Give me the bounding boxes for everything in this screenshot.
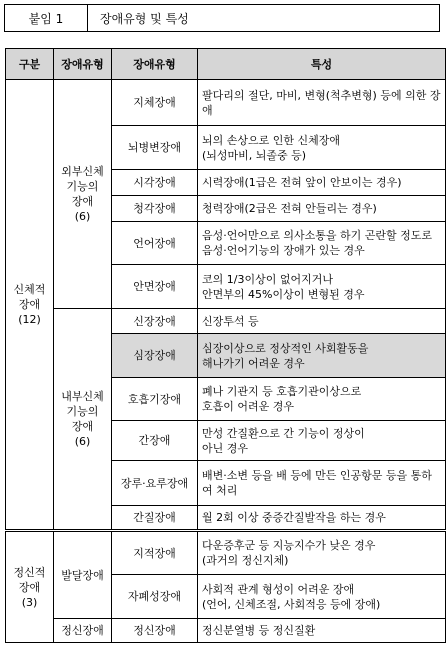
- feature-cell: 배변·소변 등을 배 등에 만든 인공항문 등을 통하여 처리: [198, 461, 446, 506]
- table-row: [6, 619, 446, 643]
- type-cell: 호흡기장애: [112, 378, 198, 421]
- subgroup-psychiatric: 정신장애: [54, 619, 112, 643]
- feature-cell: 정신분열병 등 정신질환: [198, 619, 446, 643]
- col-header-type: 장애유형: [54, 49, 112, 80]
- subgroup-internal: 내부신체 기능의 장애 (6): [54, 309, 112, 531]
- feature-cell: 월 2회 이상 중증간질발작을 하는 경우: [198, 506, 446, 531]
- group-physical: 신체적 장애 (12): [6, 80, 54, 531]
- type-cell: 시각장애: [112, 170, 198, 196]
- col-header-category: 구분: [6, 49, 54, 80]
- type-cell: 안면장애: [112, 265, 198, 309]
- feature-cell: 팔다리의 절단, 마비, 변형(척추변형) 등에 의한 장애: [198, 80, 446, 126]
- type-cell: 간장애: [112, 421, 198, 461]
- subgroup-developmental: 발달장애: [54, 531, 112, 619]
- document-title: 장애유형 및 특성: [100, 11, 189, 26]
- feature-cell: 코의 1/3이상이 없어지거나 안면부의 45%이상이 변형된 경우: [198, 265, 446, 309]
- type-cell: 지체장애: [112, 80, 198, 126]
- type-cell: 언어장애: [112, 222, 198, 265]
- feature-cell: 사회적 관계 형성이 어려운 장애 (언어, 신체조절, 사회적응 등에 장애): [198, 575, 446, 619]
- type-cell: 지적장애: [112, 531, 198, 575]
- subgroup-external: 외부신체 기능의 장애 (6): [54, 80, 112, 309]
- table-row: [6, 80, 446, 126]
- type-cell: 장루·요루장애: [112, 461, 198, 506]
- feature-cell: 뇌의 손상으로 인한 신체장애 (뇌성마비, 뇌졸중 등): [198, 126, 446, 170]
- col-header-subtype: 장애유형: [112, 49, 198, 80]
- feature-cell: 시력장애(1급은 전혀 앞이 안보이는 경우): [198, 170, 446, 196]
- type-cell: 심장장애: [112, 334, 198, 378]
- feature-cell: 음성·언어만으로 의사소통을 하기 곤란할 정도로 음성·언어기능의 장애가 있는 경우: [198, 222, 446, 265]
- type-cell: 자폐성장애: [112, 575, 198, 619]
- title-box: [4, 4, 440, 32]
- feature-cell: 다운증후군 등 지능지수가 낮은 경우 (과거의 정신지체): [198, 531, 446, 575]
- type-cell: 청각장애: [112, 196, 198, 222]
- header-row: [6, 49, 446, 80]
- type-cell: 신장장애: [112, 309, 198, 334]
- table-row: [6, 531, 446, 575]
- disability-table: [5, 48, 446, 643]
- type-cell: 정신장애: [112, 619, 198, 643]
- feature-cell: 폐나 기관지 등 호흡기관이상으로 호흡이 어려운 경우: [198, 378, 446, 421]
- attachment-label: 붙임 1: [5, 5, 88, 31]
- feature-cell: 만성 간질환으로 간 기능이 정상이 아닌 경우: [198, 421, 446, 461]
- type-cell: 간질장애: [112, 506, 198, 531]
- group-mental: 정신적 장애 (3): [6, 531, 54, 643]
- type-cell: 뇌병변장애: [112, 126, 198, 170]
- feature-cell: 청력장애(2급은 전혀 안들리는 경우): [198, 196, 446, 222]
- table-row: [6, 309, 446, 334]
- col-header-feature: 특성: [198, 49, 446, 80]
- feature-cell: 신장투석 등: [198, 309, 446, 334]
- feature-cell: 심장이상으로 정상적인 사회활동을 해나가기 어려운 경우: [198, 334, 446, 378]
